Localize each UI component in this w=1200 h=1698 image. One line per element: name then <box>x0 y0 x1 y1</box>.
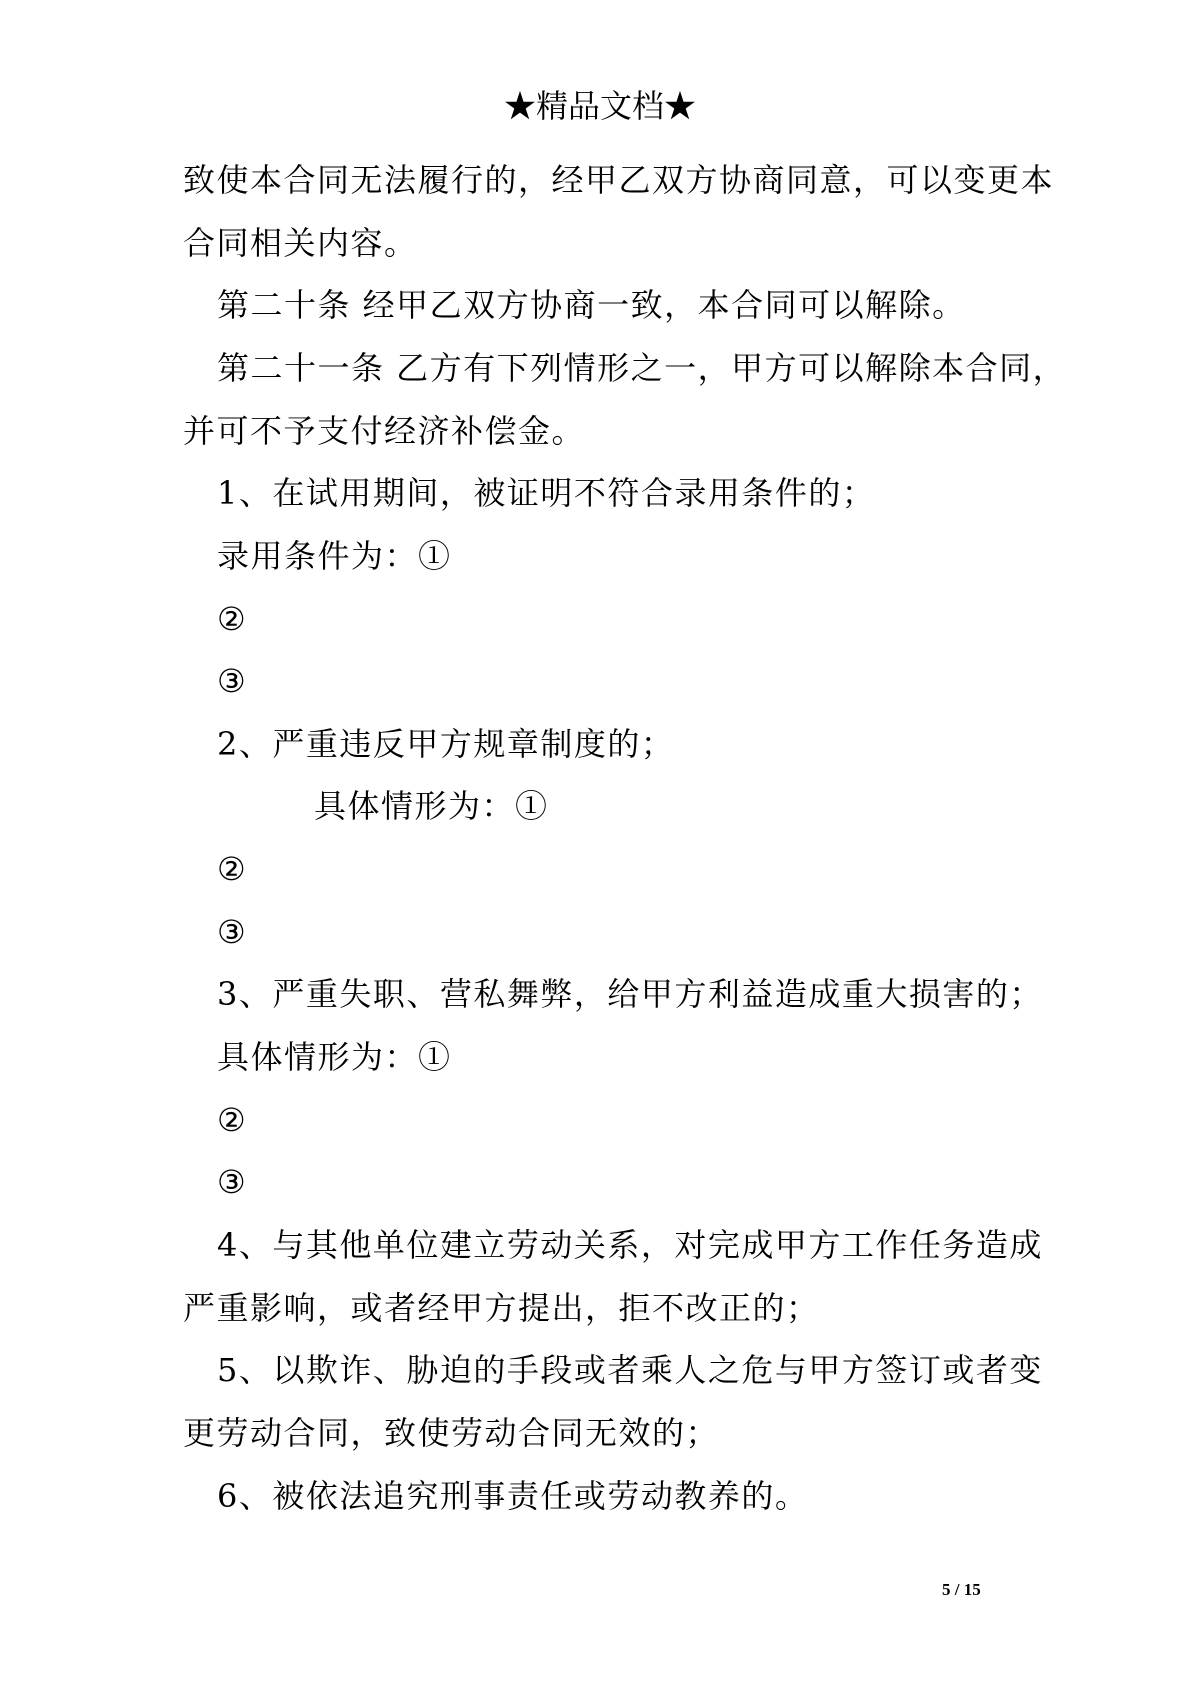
paragraph-line: 致使本合同无法履行的，经甲乙双方协商同意，可以变更本 <box>183 161 1055 199</box>
list-item-detail: ② <box>217 600 248 638</box>
article-21-line: 第二十一条 乙方有下列情形之一，甲方可以解除本合同， <box>217 349 1067 387</box>
article-20-line: 第二十条 经甲乙双方协商一致，本合同可以解除。 <box>217 286 966 324</box>
paragraph-line: 并可不予支付经济补偿金。 <box>183 412 586 450</box>
list-item-detail: ③ <box>217 913 248 951</box>
paragraph-line: 严重影响，或者经甲方提出，拒不改正的； <box>183 1289 820 1327</box>
list-item-detail: ② <box>217 1101 248 1139</box>
list-item-6: 6、被依法追究刑事责任或劳动教养的。 <box>217 1477 809 1515</box>
list-item-5: 5、以欺诈、胁迫的手段或者乘人之危与甲方签订或者变 <box>217 1351 1043 1389</box>
list-item-detail: 具体情形为：① <box>314 787 549 825</box>
list-item-2: 2、严重违反甲方规章制度的； <box>217 725 675 763</box>
list-item-detail: ③ <box>217 662 248 700</box>
list-item-detail: 录用条件为：① <box>217 537 452 575</box>
list-item-4: 4、与其他单位建立劳动关系，对完成甲方工作任务造成 <box>217 1226 1043 1264</box>
paragraph-line: 合同相关内容。 <box>183 224 418 262</box>
paragraph-line: 更劳动合同，致使劳动合同无效的； <box>183 1414 720 1452</box>
list-item-detail: ③ <box>217 1163 248 1201</box>
list-item-detail: 具体情形为：① <box>217 1038 452 1076</box>
list-item-1: 1、在试用期间，被证明不符合录用条件的； <box>217 474 876 512</box>
list-item-3: 3、严重失职、营私舞弊，给甲方利益造成重大损害的； <box>217 975 1043 1013</box>
list-item-detail: ② <box>217 850 248 888</box>
page-number: 5 / 15 <box>942 1580 981 1599</box>
document-header-title: ★精品文档★ <box>503 87 696 125</box>
